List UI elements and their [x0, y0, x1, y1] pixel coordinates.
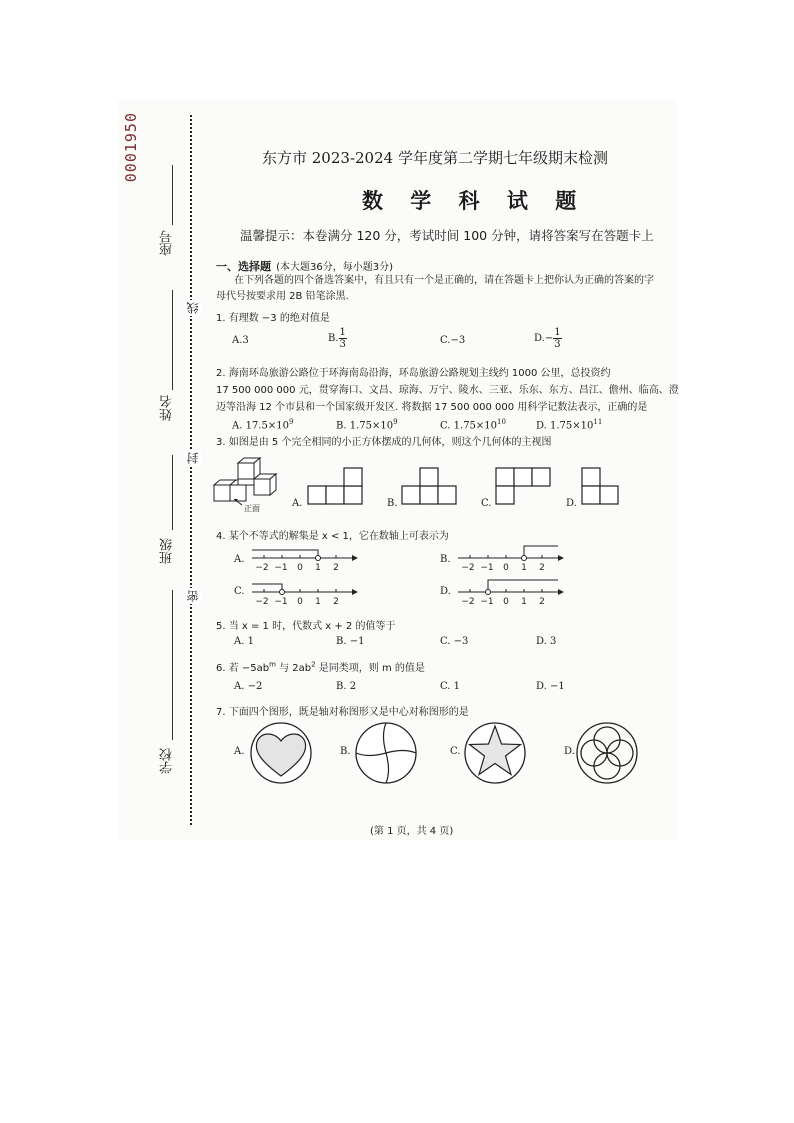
q4-option-d-label: D.	[440, 586, 451, 597]
q5-option-a: A. 1	[234, 636, 254, 647]
svg-text:−1: −1	[480, 597, 494, 606]
q1-option-c: C.−3	[440, 335, 466, 346]
q4-option-b-numberline	[456, 542, 566, 572]
name-underline	[172, 290, 173, 390]
q3-option-d-figure	[580, 465, 620, 507]
svg-text:1: 1	[521, 597, 527, 606]
svg-text:−2: −2	[461, 563, 475, 572]
q4-option-c-label: C.	[234, 586, 245, 597]
q3-option-a-label: A.	[292, 498, 303, 509]
q7-option-d-label: D.	[564, 746, 575, 757]
cut-mark-line: 线	[186, 302, 200, 314]
exam-title: 东方市 2023-2024 学年度第二学期七年级期末检测	[262, 149, 608, 167]
q7-option-a-label: A.	[234, 746, 245, 757]
section-title: 一、选择题	[216, 260, 271, 273]
q2-line-2: 17 500 000 000 元，贯穿海口、文昌、琼海、万宁、陵水、三亚、乐东、东方、昌江、儋州、临高、澄	[216, 385, 679, 396]
q4-option-b-label: B.	[440, 554, 451, 565]
q4-option-a-label: A.	[234, 554, 245, 565]
svg-text:1: 1	[521, 563, 527, 572]
school-underline	[172, 590, 173, 740]
q1-b-fraction: $\frac{1}{3}$	[339, 327, 346, 350]
q2-option-a: A. $17.5\times 10^9$	[232, 418, 294, 432]
q6-option-a: A. −2	[234, 681, 263, 692]
svg-text:2: 2	[333, 563, 339, 572]
seat-underline	[172, 165, 173, 225]
q2-line-1: 2. 海南环岛旅游公路位于环海南岛沿海，环岛旅游公路规划主线约 1000 公里，总投资约	[216, 368, 611, 379]
svg-text:−1: −1	[274, 563, 288, 572]
svg-text:−1: −1	[480, 563, 494, 572]
q7-stem: 7. 下面四个图形，既是轴对称图形又是中心对称图形的是	[216, 707, 469, 718]
q6-option-b: B. 2	[336, 681, 357, 692]
tip-line: 温馨提示：本卷满分 120 分，考试时间 100 分钟，请将答案写在答题卡上	[240, 228, 654, 243]
page-footer: (第 1 页，共 4 页)	[370, 826, 454, 837]
q2-option-d: D. $1.75\times 10^{11}$	[536, 418, 603, 432]
seat-label: 座号	[160, 230, 175, 256]
name-label: 姓名	[160, 395, 175, 421]
q3-front-label: 正面	[244, 504, 260, 513]
section-note: (本大题36分，每小题3分)	[276, 262, 393, 273]
instruction-line-1: 在下列各题的四个备选答案中，有且只有一个是正确的，请在答题卡上把你认为正确的答案的字	[234, 275, 654, 286]
svg-text:0: 0	[503, 563, 509, 572]
q5-option-d: D. 3	[536, 636, 557, 647]
q3-3d-solid-figure	[212, 455, 282, 513]
subject-title: 数 学 科 试 题	[362, 189, 587, 213]
class-label: 班级	[160, 538, 175, 564]
q6-option-c: C. 1	[440, 681, 461, 692]
q6-option-d: D. −1	[536, 681, 565, 692]
q1-option-a: A.3	[232, 335, 249, 346]
school-label: 学校	[160, 748, 175, 774]
q7-option-a-heart-figure	[248, 720, 314, 786]
q3-option-d-label: D.	[566, 498, 577, 509]
cut-mark-secret: 密	[186, 590, 200, 602]
q2-option-b: B. $1.75\times 10^9$	[336, 418, 398, 432]
svg-text:1: 1	[315, 597, 321, 606]
svg-text:−1: −1	[274, 597, 288, 606]
q3-option-a-figure	[306, 465, 364, 507]
svg-text:1: 1	[315, 563, 321, 572]
q4-option-a-numberline	[250, 542, 360, 572]
q2-option-c: C. $1.75\times 10^{10}$	[440, 418, 506, 432]
q4-option-d-numberline	[456, 576, 566, 606]
svg-text:−2: −2	[255, 597, 269, 606]
cut-mark-seal: 封	[186, 452, 200, 464]
serial-number: 0001950	[122, 112, 140, 183]
svg-text:0: 0	[503, 597, 509, 606]
q1-option-b: B. $\frac{1}{3}$	[328, 327, 346, 350]
q5-stem: 5. 当 x = 1 时，代数式 x + 2 的值等于	[216, 621, 396, 632]
svg-text:−2: −2	[255, 563, 269, 572]
q4-option-c-numberline	[250, 576, 360, 606]
q1-stem: 1. 有理数 −3 的绝对值是	[216, 313, 330, 324]
q4-stem: 4. 某个不等式的解集是 x < 1，它在数轴上可表示为	[216, 531, 449, 542]
svg-text:2: 2	[539, 597, 545, 606]
q3-option-b-figure	[400, 465, 458, 507]
q7-option-c-label: C.	[450, 746, 461, 757]
q3-option-b-label: B.	[387, 498, 398, 509]
q1-d-fraction: $\frac{1}{3}$	[554, 327, 561, 350]
svg-text:−2: −2	[461, 597, 475, 606]
q5-option-c: C. −3	[440, 636, 469, 647]
instruction-line-2: 母代号按要求用 2B 铅笔涂黑.	[216, 291, 349, 302]
binding-dotted-line	[190, 115, 192, 825]
q3-option-c-figure	[494, 465, 552, 507]
svg-text:0: 0	[297, 563, 303, 572]
q5-option-b: B. −1	[336, 636, 365, 647]
class-underline	[172, 455, 173, 530]
q1-option-d: D.− $\frac{1}{3}$	[534, 327, 561, 350]
q7-option-b-label: B.	[340, 746, 351, 757]
q3-stem: 3. 如图是由 5 个完全相同的小正方体摆成的几何体，则这个几何体的主视图	[216, 437, 552, 448]
q7-option-b-pinwheel-figure	[353, 720, 419, 786]
q2-line-3: 迈等沿海 12 个市县和一个国家级开发区. 将数据 17 500 000 000 用科学记数法表示，正确的是	[216, 402, 648, 413]
q7-option-c-star-figure	[462, 720, 528, 786]
svg-text:0: 0	[297, 597, 303, 606]
svg-text:2: 2	[333, 597, 339, 606]
q3-option-c-label: C.	[481, 498, 492, 509]
q7-option-d-rings-figure	[574, 720, 640, 786]
svg-text:2: 2	[539, 563, 545, 572]
q6-stem: 6. 若 $-5ab^m$ 与 $2ab^2$ 是同类项，则 m 的值是	[216, 660, 425, 674]
